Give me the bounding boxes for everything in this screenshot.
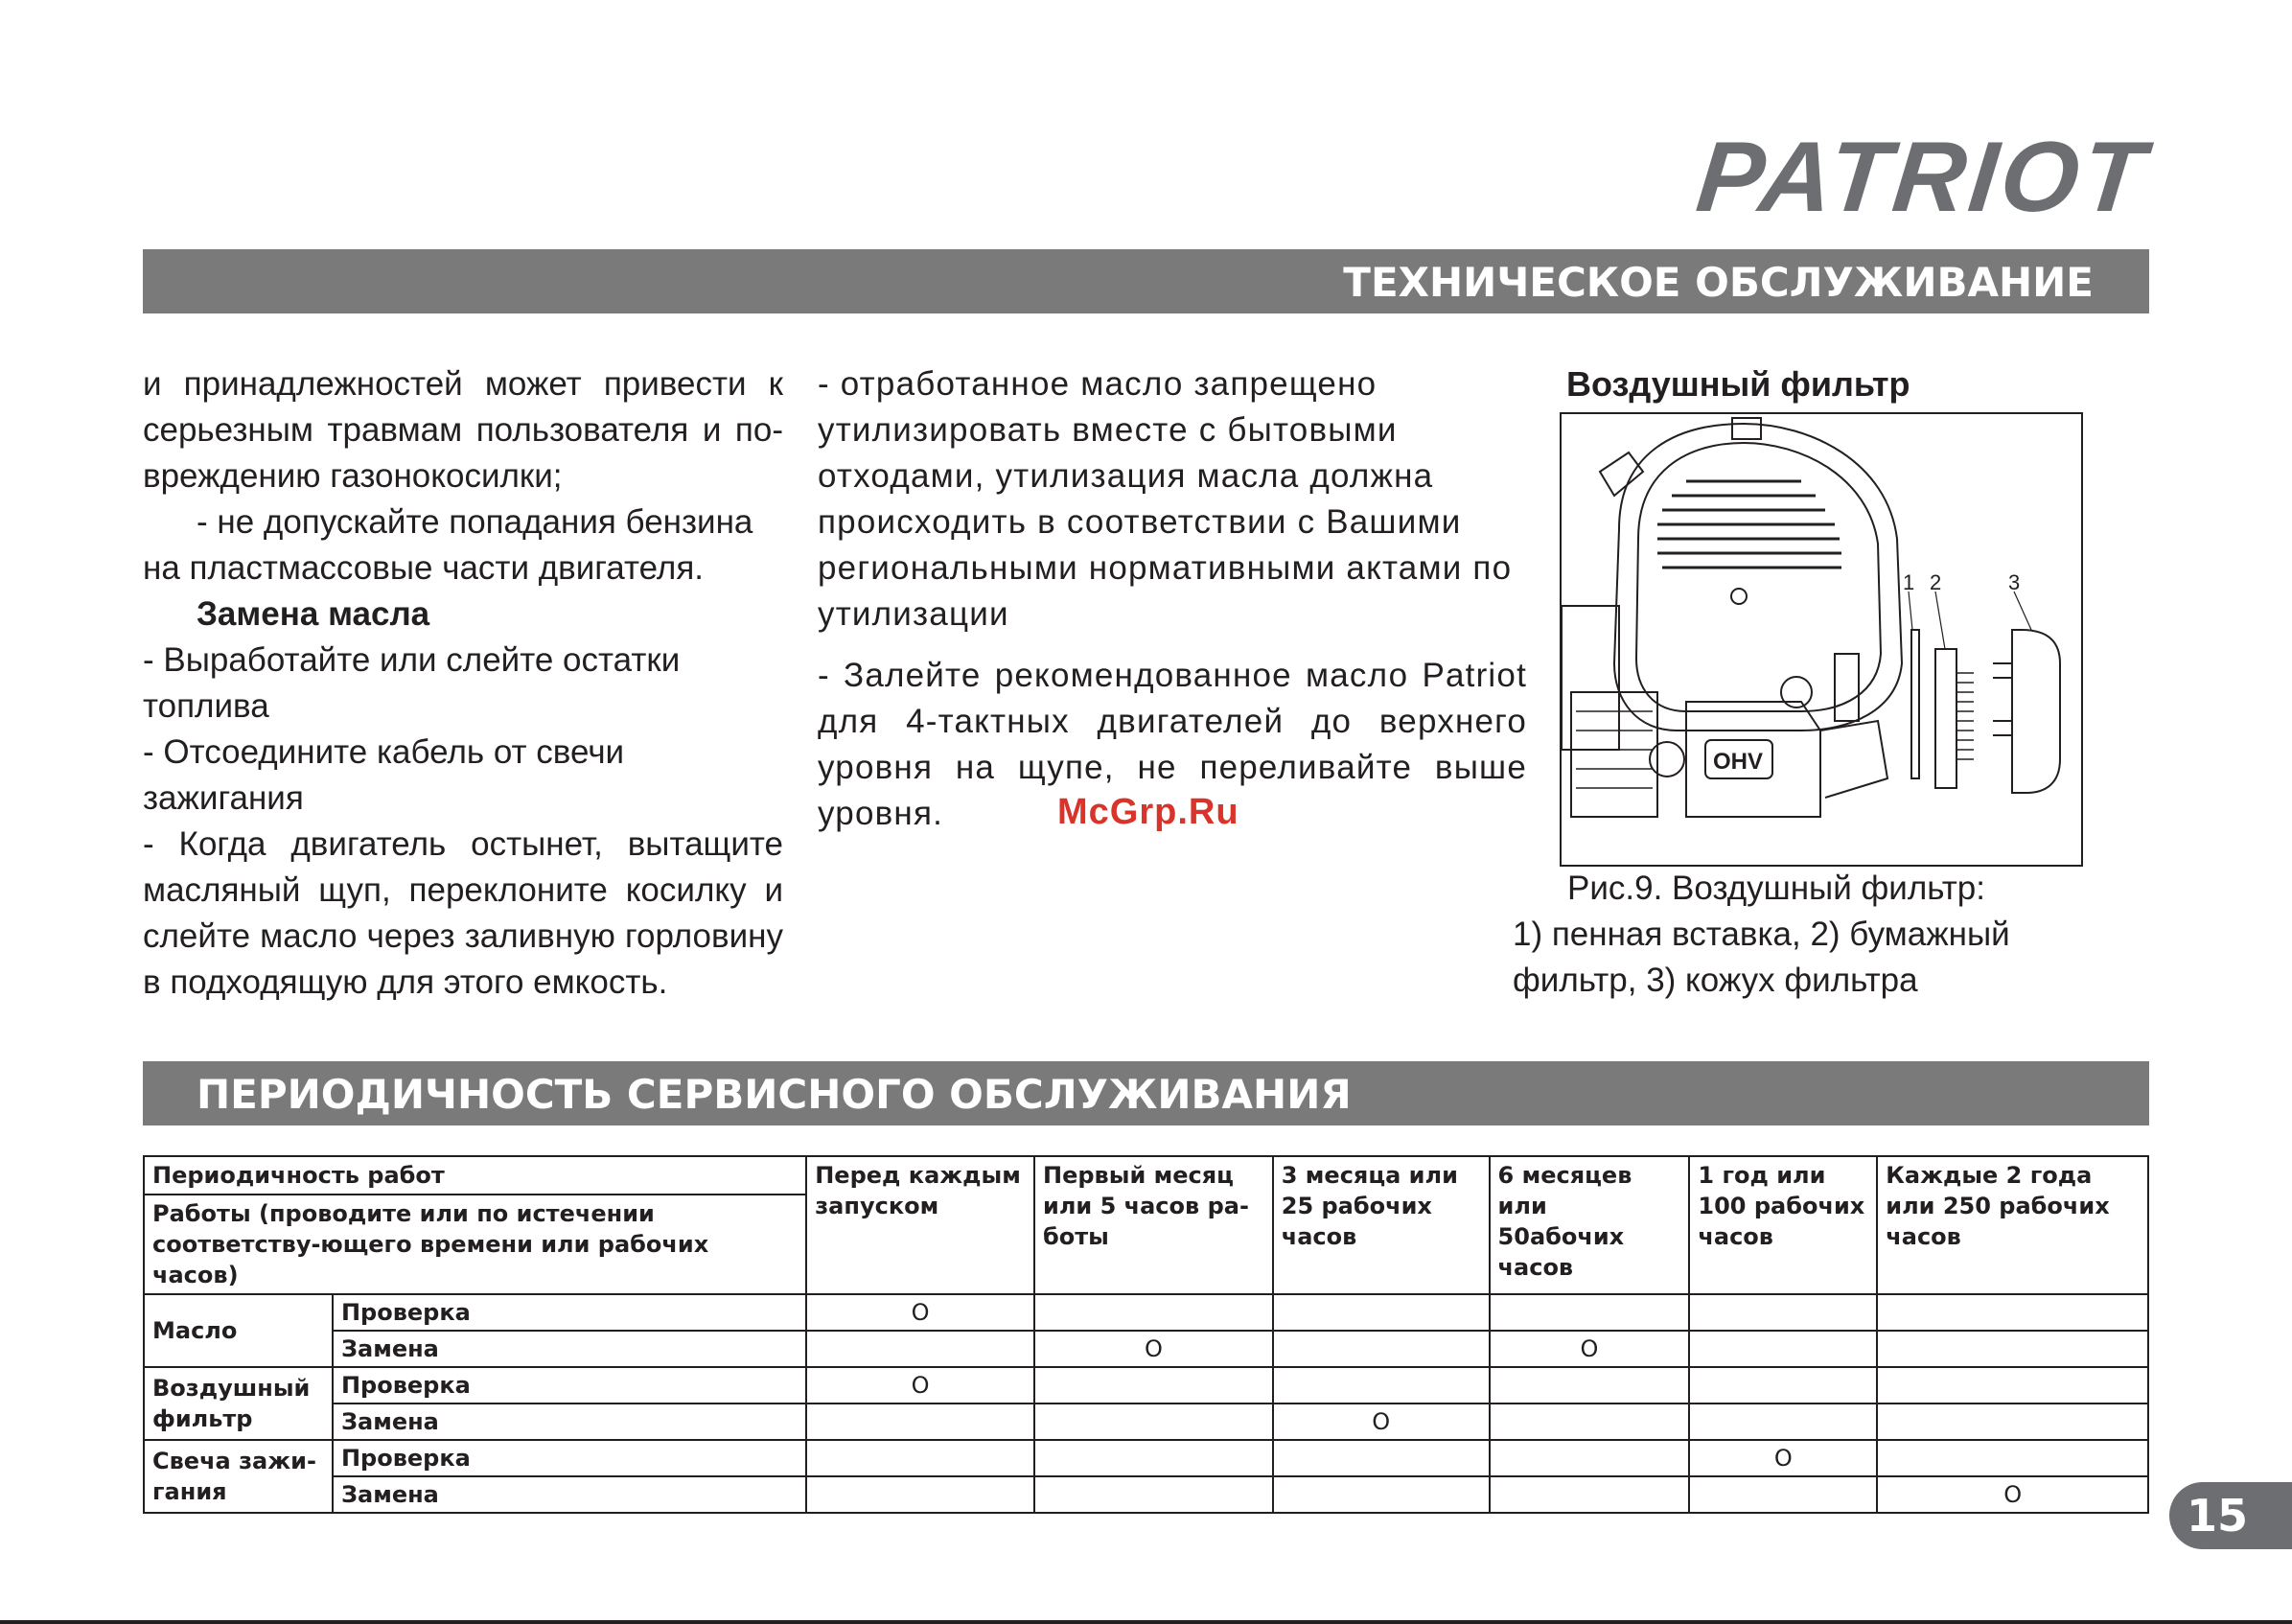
table-cell bbox=[1689, 1476, 1877, 1513]
table-cell bbox=[1034, 1440, 1273, 1476]
brand-logo: PATRIOT bbox=[1691, 122, 2154, 233]
table-row bbox=[144, 1476, 2148, 1513]
table-cell bbox=[1689, 1331, 1877, 1367]
table-cell bbox=[1034, 1476, 1273, 1513]
table-cell bbox=[806, 1476, 1034, 1513]
table-cell bbox=[1689, 1367, 1877, 1404]
table-cell bbox=[1273, 1367, 1490, 1404]
table-row bbox=[144, 1367, 2148, 1404]
table-cell: O bbox=[1273, 1404, 1490, 1440]
heading-oil-change: Замена масла bbox=[197, 595, 430, 633]
table-cell bbox=[1273, 1294, 1490, 1331]
section-title: ТЕХНИЧЕСКОЕ ОБСЛУЖИВАНИЕ bbox=[1343, 259, 2094, 306]
text-column-left bbox=[143, 361, 783, 1006]
schedule-header-bar bbox=[143, 1061, 2149, 1125]
table-cell bbox=[806, 1404, 1034, 1440]
table-cell bbox=[1273, 1331, 1490, 1367]
table-cell bbox=[1034, 1367, 1273, 1404]
figure-caption bbox=[1513, 866, 2126, 1004]
watermark: McGrp.Ru bbox=[1057, 792, 1239, 832]
section-header-bar bbox=[143, 249, 2149, 313]
table-cell bbox=[1034, 1404, 1273, 1440]
table-cell bbox=[1689, 1294, 1877, 1331]
column-header: 1 год или 100 рабочих часов bbox=[1689, 1156, 1877, 1294]
callout-2: 2 bbox=[1930, 570, 1942, 594]
table-cell bbox=[806, 1440, 1034, 1476]
table-cell: O bbox=[1877, 1476, 2148, 1513]
group-label: Масло bbox=[144, 1294, 333, 1367]
column-header: Первый месяц или 5 часов ра-боты bbox=[1034, 1156, 1273, 1294]
paragraph-drain-fuel: - Выработайте или слейте остатки топлива bbox=[143, 641, 681, 725]
table-cell bbox=[1273, 1440, 1490, 1476]
table-cell: O bbox=[1490, 1331, 1690, 1367]
bottom-divider bbox=[0, 1620, 2292, 1624]
column-header: 3 месяца или 25 рабочих часов bbox=[1273, 1156, 1490, 1294]
ohv-badge: OHV bbox=[1713, 749, 1764, 775]
table-cell bbox=[1490, 1294, 1690, 1331]
table-cell bbox=[806, 1331, 1034, 1367]
paragraph-disconnect-cable: - Отсоедините кабель от свечи зажигания bbox=[143, 733, 625, 817]
table-cell bbox=[1689, 1404, 1877, 1440]
text-column-middle bbox=[818, 361, 1527, 837]
table-cell: O bbox=[806, 1294, 1034, 1331]
table-cell bbox=[1490, 1476, 1690, 1513]
operation-label: Замена bbox=[333, 1476, 806, 1513]
page-number: 15 bbox=[2169, 1482, 2292, 1549]
paragraph-warning-continued: и принадлежностей может привести к серьезным травмам пользователя и по-вреждению газонокосилки; bbox=[143, 365, 783, 495]
caption-line-1: Рис.9. Воздушный фильтр: bbox=[1567, 870, 1985, 907]
table-row bbox=[144, 1440, 2148, 1476]
table-cell bbox=[1034, 1294, 1273, 1331]
table-cell bbox=[1490, 1404, 1690, 1440]
service-schedule-table bbox=[143, 1155, 2149, 1514]
table-cell bbox=[1273, 1476, 1490, 1513]
header-works: Работы (проводите или по истечении соответству-ющего времени или рабочих часов) bbox=[144, 1195, 806, 1294]
table-cell: O bbox=[806, 1367, 1034, 1404]
caption-line-2: 1) пенная вставка, 2) бумажный фильтр, 3) кожух фильтра bbox=[1513, 916, 2010, 999]
table-row bbox=[144, 1294, 2148, 1331]
table-row bbox=[144, 1404, 2148, 1440]
column-header: 6 месяцев или 50абочих часов bbox=[1490, 1156, 1690, 1294]
table-cell: O bbox=[1689, 1440, 1877, 1476]
paragraph-oil-disposal: - отработанное масло запрещено утилизировать вместе с бытовыми отходами, утилизация масла должна происходить в соответствии с Вашими региональными нормативными актами по утилизации bbox=[818, 365, 1513, 633]
table-cell bbox=[1877, 1294, 2148, 1331]
engine-illustration bbox=[1562, 414, 2081, 865]
table-cell bbox=[1877, 1367, 2148, 1404]
table-cell bbox=[1490, 1367, 1690, 1404]
table-cell bbox=[1877, 1404, 2148, 1440]
operation-label: Проверка bbox=[333, 1440, 806, 1476]
paragraph-drain-oil: - Когда двигатель остынет, вытащите масляный щуп, переклоните косилку и слейте масло через заливную горловину в подходящую для этого емкость. bbox=[143, 825, 783, 1001]
group-label: Воздушный фильтр bbox=[144, 1367, 333, 1440]
schedule-title: ПЕРИОДИЧНОСТЬ СЕРВИСНОГО ОБСЛУЖИВАНИЯ bbox=[197, 1071, 1352, 1118]
operation-label: Замена bbox=[333, 1404, 806, 1440]
table-cell: O bbox=[1034, 1331, 1273, 1367]
operation-label: Проверка bbox=[333, 1367, 806, 1404]
callout-3: 3 bbox=[2008, 570, 2021, 594]
operation-label: Проверка bbox=[333, 1294, 806, 1331]
operation-label: Замена bbox=[333, 1331, 806, 1367]
table-cell bbox=[1877, 1440, 2148, 1476]
column-header: Перед каждым запуском bbox=[806, 1156, 1034, 1294]
callout-1: 1 bbox=[1903, 570, 1915, 594]
paragraph-no-petrol: - не допускайте попадания бензина на пластмассовые части двигателя. bbox=[143, 503, 753, 587]
table-cell bbox=[1490, 1440, 1690, 1476]
header-periodicity: Периодичность работ bbox=[144, 1156, 806, 1195]
figure-title: Воздушный фильтр bbox=[1566, 364, 1910, 404]
group-label: Свеча зажи-гания bbox=[144, 1440, 333, 1513]
air-filter-figure bbox=[1560, 412, 2083, 867]
column-header: Каждые 2 года или 250 рабочих часов bbox=[1877, 1156, 2148, 1294]
paragraph-fill-oil: - Залейте рекомендованное масло Patriot для 4-тактных двигателей до верхнего уровня на щупе, не переливайте выше уровня. bbox=[818, 657, 1527, 832]
table-header-row-1 bbox=[144, 1156, 2148, 1195]
table-cell bbox=[1877, 1331, 2148, 1367]
table-row bbox=[144, 1331, 2148, 1367]
